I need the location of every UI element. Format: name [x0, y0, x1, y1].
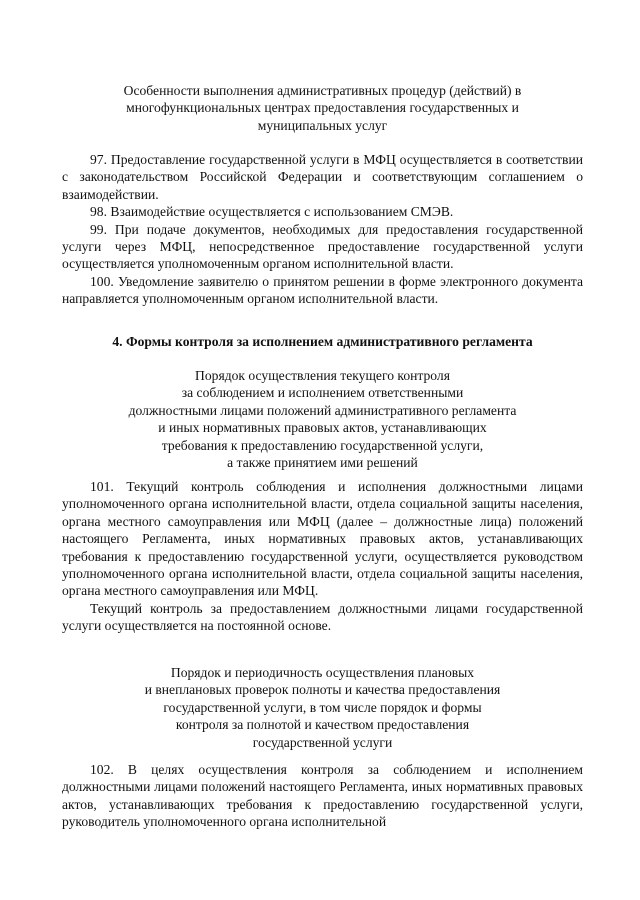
heading-line: контроля за полнотой и качеством предоставления: [175, 717, 470, 733]
heading-line: а также принятием ими решений: [227, 455, 418, 471]
heading-line: и иных нормативных правовых актов, устанавливающих: [158, 420, 487, 436]
heading-line: требования к предоставлению государственной услуги,: [161, 437, 484, 453]
heading-line: государственной услуги: [252, 734, 393, 750]
paragraph-group-inspections: [62, 761, 583, 831]
heading-line: должностными лицами положений административного регламента: [128, 402, 517, 418]
heading-line: за соблюдением и исполнением ответственными: [181, 385, 464, 401]
heading-line: Порядок осуществления текущего контроля: [195, 368, 450, 383]
paragraph-100: 100. Уведомление заявителю о принятом решении в форме электронного документа направляется уполномоченным органом исполнительной власти.: [62, 273, 583, 307]
paragraph-98: 98. Взаимодействие осуществляется с использованием СМЭВ.: [90, 204, 454, 220]
paragraph-99: 99. При подаче документов, необходимых для предоставления государственной услуги через МФЦ, непосредственное предоставление государственной услуги осуществляется уполномоченным органом исполнительной власти.: [62, 221, 583, 272]
section-heading-mfc: [62, 82, 583, 134]
section-heading-current-control: [62, 367, 583, 471]
chapter-title: 4. Формы контроля за исполнением административного регламента: [112, 334, 533, 349]
heading-line: и внеплановых проверок полноты и качества предоставления: [144, 682, 501, 698]
paragraph-group-current-control: [62, 478, 583, 635]
heading-line: муниципальных услуг: [257, 117, 388, 133]
heading-line: многофункциональных центрах предоставления государственных и: [126, 100, 519, 116]
paragraph-97: 97. Предоставление государственной услуги в МФЦ осуществляется в соответствии с законодательством Российской Федерации и соответствующим соглашением о взаимодействии.: [62, 152, 583, 202]
paragraph-group-mfc: [62, 151, 583, 308]
section-heading-inspections: [62, 664, 583, 751]
heading-line: Порядок и периодичность осуществления плановых: [170, 665, 475, 680]
paragraph-continuous-control: Текущий контроль за предоставлением должностными лицами государственной услуги осуществляется на постоянной основе.: [62, 600, 583, 634]
paragraph-102: 102. В целях осуществления контроля за соблюдением и исполнением должностными лицами положений настоящего Регламента, иных нормативных правовых актов, устанавливающих требования к предоставлению государственной услуги, руководитель уполномоченного органа исполнительной: [62, 762, 583, 830]
heading-line: Особенности выполнения административных процедур (действий) в: [123, 83, 522, 98]
paragraph-101: 101. Текущий контроль соблюдения и исполнения должностными лицами уполномоченного органа исполнительной власти, отдела социальной защиты населения, органа местного самоуправления или МФЦ (далее – должностные лица) положений настоящего Регламента, иных нормативных правовых актов, устанавливающих требования к предоставлению государственной услуги, осуществляется руководством уполномоченного органа исполнительной власти, отдела социальной защиты населения, органа местного самоуправления или МФЦ.: [62, 479, 583, 599]
heading-line: государственной услуги, в том числе порядок и формы: [163, 699, 482, 715]
